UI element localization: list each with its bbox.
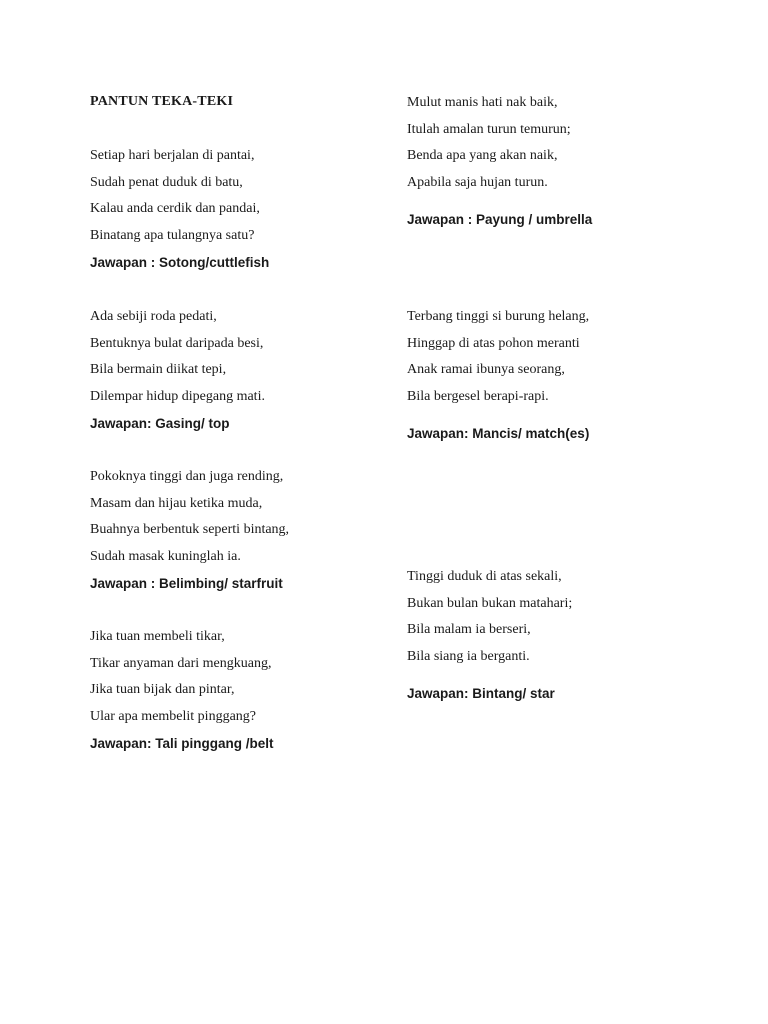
verse-line: Bentuknya bulat daripada besi,	[90, 335, 264, 351]
verse-line: Mulut manis hati nak baik,	[407, 95, 558, 110]
answer-line: Jawapan: Gasing/ top	[90, 415, 230, 431]
verse-line: Dilempar hidup dipegang mati.	[90, 389, 265, 405]
verse-line: Bila malam ia berseri,	[407, 622, 531, 638]
pantun-stanza	[90, 628, 390, 752]
pantun-stanza	[90, 468, 390, 592]
verse-line: Itulah amalan turun temurun;	[407, 121, 571, 137]
answer-line: Jawapan : Belimbing/ starfruit	[90, 575, 283, 591]
pantun-stanza	[90, 147, 390, 271]
verse-line: Bila bermain diikat tepi,	[90, 362, 227, 378]
verse-line: Jika tuan membeli tikar,	[90, 629, 225, 644]
verse-line: Setiap hari berjalan di pantai,	[90, 148, 255, 163]
verse-line: Jika tuan bijak dan pintar,	[90, 682, 235, 698]
verse-line: Terbang tinggi si burung helang,	[407, 309, 590, 324]
pantun-stanza	[407, 94, 707, 228]
verse-line: Ada sebiji roda pedati,	[90, 309, 217, 324]
answer-line: Jawapan: Mancis/ match(es)	[407, 425, 590, 441]
verse-line: Pokoknya tinggi dan juga rending,	[90, 469, 284, 484]
verse-line: Bila bergesel berapi-rapi.	[407, 389, 549, 405]
verse-line: Tinggi duduk di atas sekali,	[407, 569, 562, 584]
verse-line: Masam dan hijau ketika muda,	[90, 495, 263, 511]
answer-line: Jawapan: Bintang/ star	[407, 685, 555, 701]
verse-line: Binatang apa tulangnya satu?	[90, 228, 255, 244]
verse-line: Hinggap di atas pohon meranti	[407, 335, 580, 351]
verse-line: Tikar anyaman dari mengkuang,	[90, 655, 272, 671]
pantun-stanza	[90, 308, 390, 432]
answer-line: Jawapan: Tali pinggang /belt	[90, 735, 274, 751]
answer-line: Jawapan : Payung / umbrella	[407, 211, 593, 227]
verse-line: Ular apa membelit pinggang?	[90, 709, 256, 725]
verse-line: Anak ramai ibunya seorang,	[407, 362, 565, 378]
verse-line: Apabila saja hujan turun.	[407, 175, 548, 191]
verse-line: Sudah masak kuninglah ia.	[90, 549, 241, 565]
verse-line: Bila siang ia berganti.	[407, 649, 530, 665]
verse-line: Bukan bulan bukan matahari;	[407, 595, 573, 611]
document-title: PANTUN TEKA-TEKI	[90, 94, 234, 109]
pantun-stanza	[407, 568, 707, 702]
verse-line: Benda apa yang akan naik,	[407, 148, 558, 164]
verse-line: Kalau anda cerdik dan pandai,	[90, 201, 260, 217]
answer-line: Jawapan : Sotong/cuttlefish	[90, 254, 270, 270]
verse-line: Buahnya berbentuk seperti bintang,	[90, 522, 290, 538]
pantun-stanza	[407, 308, 707, 442]
verse-line: Sudah penat duduk di batu,	[90, 174, 243, 190]
